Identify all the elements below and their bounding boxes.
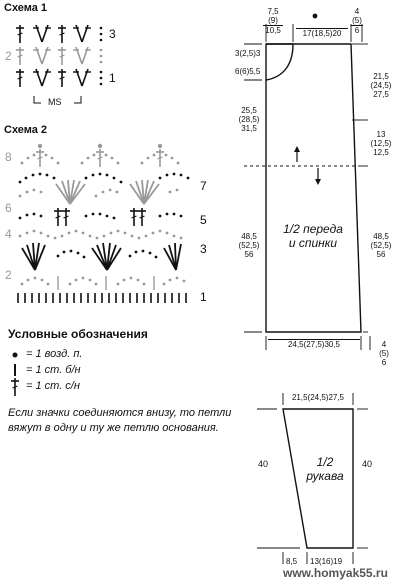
scheme1-row-label: 2 <box>5 49 12 63</box>
measure-neck-width: 7,5 (9) 10,5 <box>263 7 283 35</box>
measure-left-upper: 25,5 (28,5) 31,5 <box>238 106 260 133</box>
scheme1-row-label: 1 <box>109 71 116 85</box>
measure-hem-width: 24,5(27,5)30,5 <box>268 339 360 349</box>
front-back-label: 1/2 переда и спинки <box>283 222 343 250</box>
legend-note: Если значки соединяются внизу, то петли вяжут в одну и ту же петлю основания. <box>8 407 232 434</box>
scheme1-title: Схема 1 <box>4 2 48 14</box>
measure-left-lower: 48,5 (52,5) 56 <box>238 232 260 259</box>
measure-neck-lower: 6(6)5,5 <box>235 67 261 76</box>
scheme2-title: Схема 2 <box>4 124 48 136</box>
legend-item-text: = 1 ст. б/н <box>26 364 81 376</box>
scheme2-row-label: 5 <box>200 213 207 227</box>
legend-icons <box>11 353 19 397</box>
measure-sleeve-bottom-right: 13(16)19 <box>310 557 343 566</box>
scheme2-row-label: 4 <box>5 227 12 241</box>
measure-sleeve-top: 21,5(24,5)27,5 <box>291 393 345 402</box>
measure-sleeve-right: 40 <box>362 459 373 469</box>
scheme1-diagram <box>16 25 102 103</box>
scheme1-row-label: 3 <box>109 27 116 41</box>
front-back-outline <box>244 14 370 350</box>
watermark: www.homyak55.ru <box>283 566 388 580</box>
scheme2-row-label: 8 <box>5 150 12 164</box>
measure-shoulder-width: 17(18,5)20 <box>296 28 348 38</box>
legend-item-text: = 1 ст. с/н <box>26 380 80 392</box>
repeat-ms-label: MS <box>48 97 62 107</box>
measure-top-right: 4 (5) 6 <box>352 7 362 35</box>
scheme2-row-label: 1 <box>200 290 207 304</box>
scheme2-row-label: 6 <box>5 201 12 215</box>
measure-upper-side: 13 (12,5) 12,5 <box>370 130 392 157</box>
double-crochet-icon <box>11 378 19 396</box>
measure-hem-right: 4 (5) 6 <box>379 340 389 367</box>
measure-armhole-height: 21,5 (24,5) 27,5 <box>370 72 392 99</box>
measure-neck-upper: 3(2,5)3 <box>235 49 261 58</box>
measure-sleeve-left: 40 <box>258 459 269 469</box>
scheme2-row-label: 3 <box>200 242 207 256</box>
sleeve-label: 1/2 рукава <box>306 455 344 483</box>
legend-item-text: = 1 возд. п. <box>26 348 83 360</box>
measure-right-lower: 48,5 (52,5) 56 <box>370 232 392 259</box>
measure-sleeve-bottom-left: 8,5 <box>286 557 298 566</box>
chain-dot-icon <box>13 353 18 358</box>
scheme2-row-label: 2 <box>5 268 12 282</box>
legend-title: Условные обозначения <box>8 327 148 341</box>
scheme2-diagram <box>18 144 189 303</box>
scheme2-row-label: 7 <box>200 179 207 193</box>
